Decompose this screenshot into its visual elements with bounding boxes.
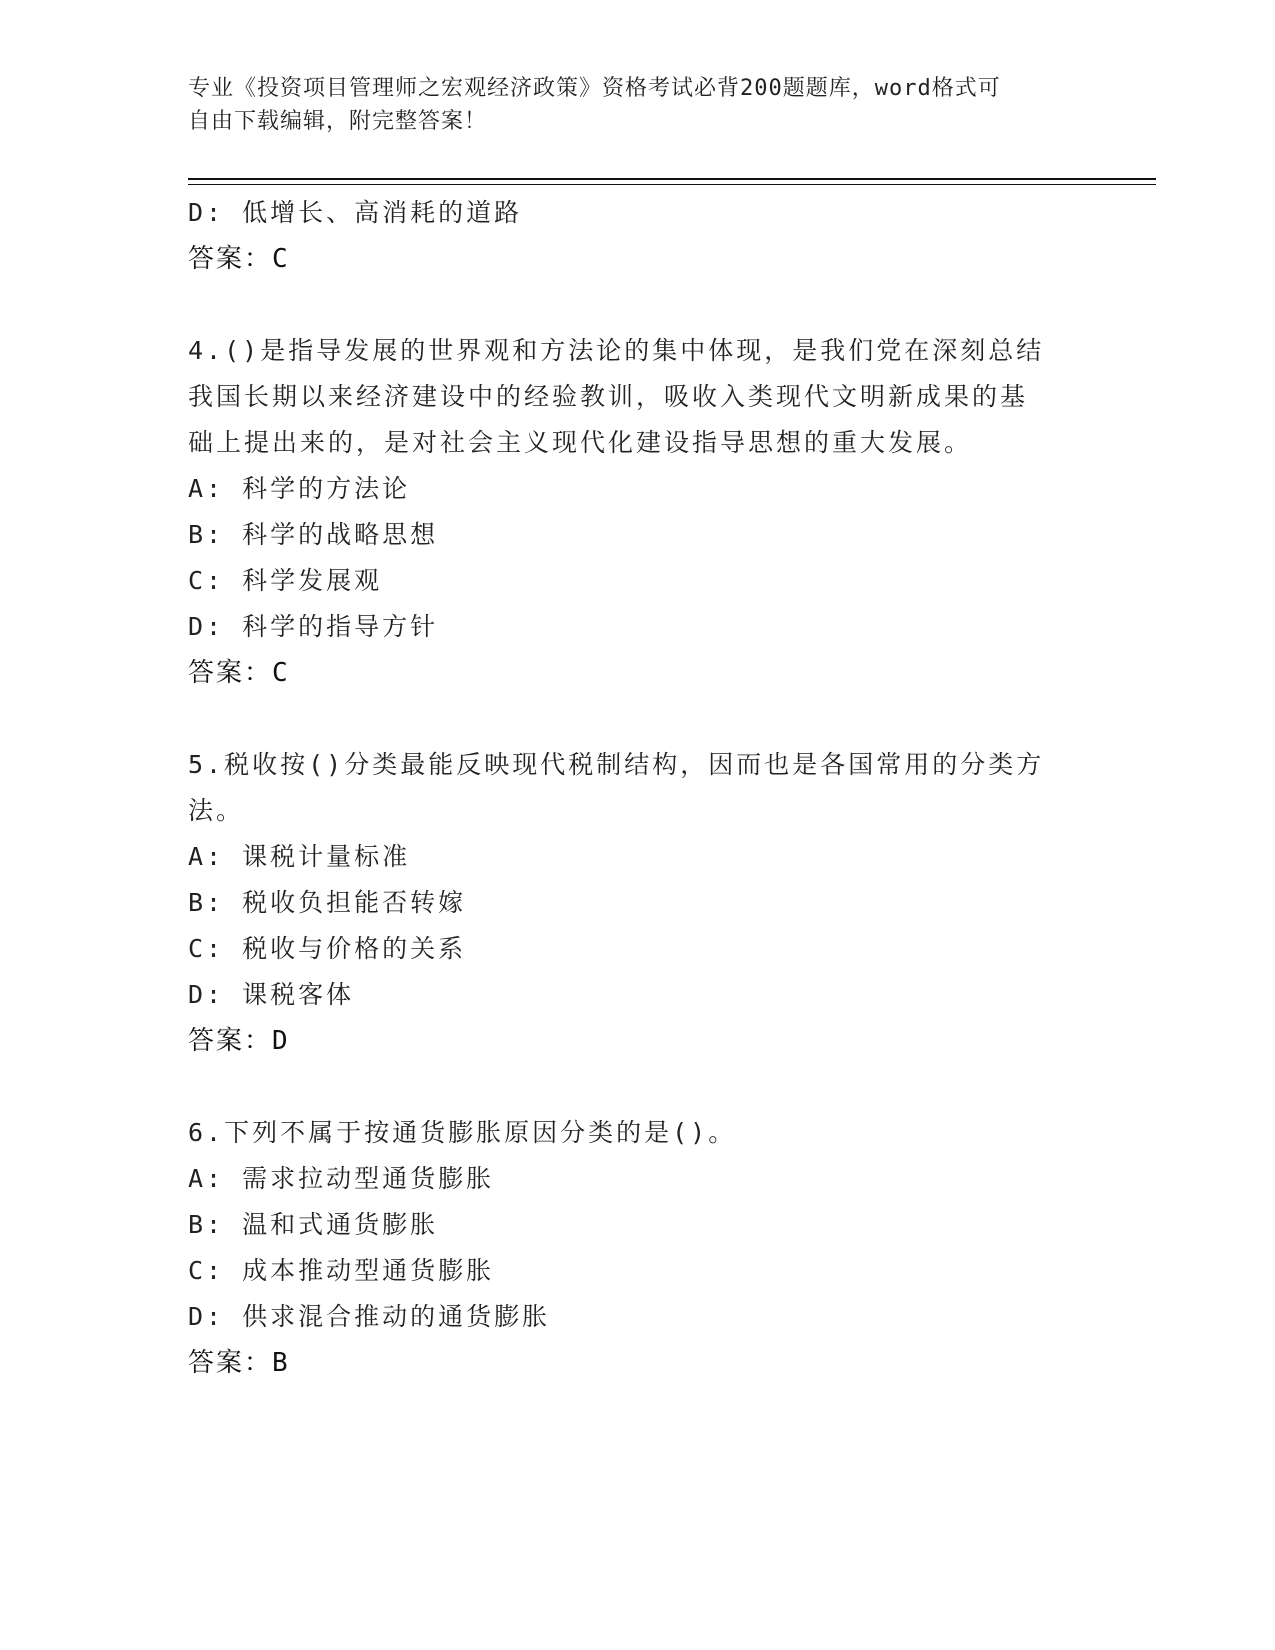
- option-a: A: 课税计量标准: [188, 842, 411, 871]
- spacer: [188, 282, 1088, 328]
- question-text-line: 5.税收按()分类最能反映现代税制结构，因而也是各国常用的分类方: [188, 750, 1045, 779]
- option-d: D: 低增长、高消耗的道路: [188, 198, 523, 227]
- option-b: B: 温和式通货膨胀: [188, 1210, 439, 1239]
- option-a: A: 需求拉动型通货膨胀: [188, 1164, 495, 1193]
- header-rule-thin: [188, 184, 1156, 185]
- spacer: [188, 1064, 1088, 1110]
- option-d: D: 科学的指导方针: [188, 612, 439, 641]
- question-text-line: 6.下列不属于按通货膨胀原因分类的是()。: [188, 1118, 737, 1147]
- question-text-line: 础上提出来的，是对社会主义现代化建设指导思想的重大发展。: [188, 428, 973, 457]
- answer: 答案：C: [188, 658, 290, 688]
- option-c: C: 税收与价格的关系: [188, 934, 467, 963]
- question-text-line: 4.()是指导发展的世界观和方法论的集中体现，是我们党在深刻总结: [188, 336, 1045, 365]
- question-text-line: 我国长期以来经济建设中的经验教训，吸收入类现代文明新成果的基: [188, 382, 1029, 411]
- option-a: A: 科学的方法论: [188, 474, 411, 503]
- header-line-2: 自由下载编辑，附完整答案！: [188, 109, 488, 134]
- option-d: D: 课税客体: [188, 980, 355, 1009]
- answer: 答案：D: [188, 1026, 290, 1056]
- document-body: [188, 190, 1088, 1386]
- answer: 答案：C: [188, 244, 290, 274]
- option-d: D: 供求混合推动的通货膨胀: [188, 1302, 551, 1331]
- option-b: B: 税收负担能否转嫁: [188, 888, 467, 917]
- question-6: [188, 1110, 1088, 1386]
- spacer: [188, 696, 1088, 742]
- document-header: [188, 72, 1088, 138]
- option-b: B: 科学的战略思想: [188, 520, 439, 549]
- option-c: C: 科学发展观: [188, 566, 383, 595]
- option-c: C: 成本推动型通货膨胀: [188, 1256, 495, 1285]
- question-text-line: 法。: [188, 796, 245, 825]
- header-rule-thick: [188, 178, 1156, 180]
- question-3-tail: [188, 190, 1088, 282]
- question-4: [188, 328, 1088, 696]
- question-5: [188, 742, 1088, 1064]
- header-line-1: 专业《投资项目管理师之宏观经济政策》资格考试必背200题题库，word格式可: [188, 76, 1001, 101]
- answer: 答案：B: [188, 1348, 290, 1378]
